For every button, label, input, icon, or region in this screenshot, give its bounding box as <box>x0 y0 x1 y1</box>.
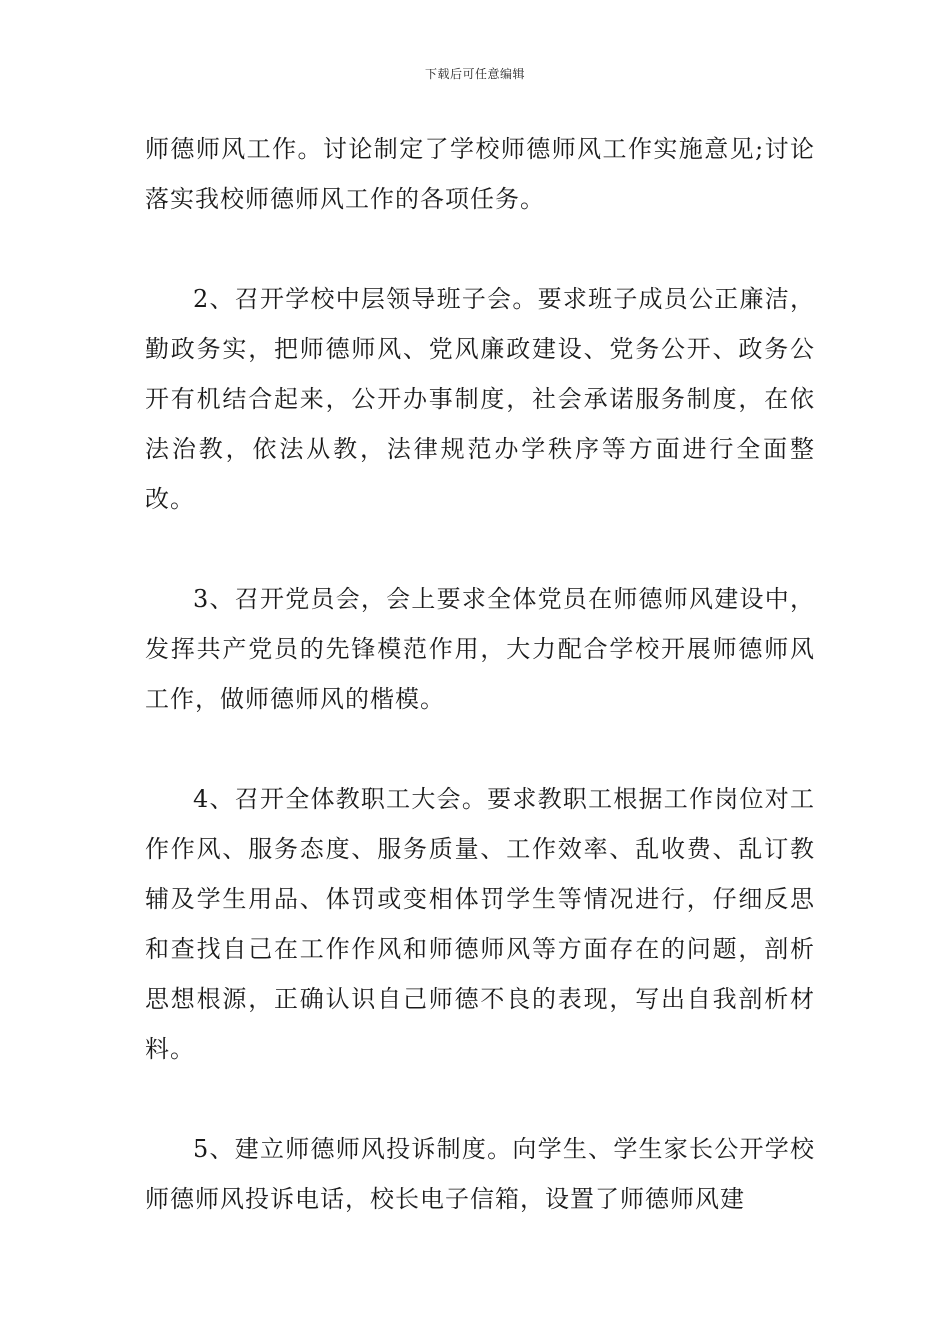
paragraph-item-3: 3、召开党员会，会上要求全体党员在师德师风建设中，发挥共产党员的先锋模范作用，大力配合学校开展师德师风工作，做师德师风的楷模。 <box>145 585 815 713</box>
page-header: 下载后可任意编辑 <box>424 67 525 81</box>
paragraph-item-2: 2、召开学校中层领导班子会。要求班子成员公正廉洁，勤政务实，把师德师风、党风廉政建设、党务公开、政务公开有机结合起来，公开办事制度，社会承诺服务制度，在依法治教，依法从教，法律规范办学秩序等方面进行全面整改。 <box>145 285 815 513</box>
paragraph-item-4: 4、召开全体教职工大会。要求教职工根据工作岗位对工作作风、服务态度、服务质量、工作效率、乱收费、乱订教辅及学生用品、体罚或变相体罚学生等情况进行，仔细反思和查找自己在工作作风和师德师风等方面存在的问题，剖析思想根源，正确认识自己师德不良的表现，写出自我剖析材料。 <box>145 785 815 1063</box>
paragraph-continuation: 师德师风工作。讨论制定了学校师德师风工作实施意见;讨论落实我校师德师风工作的各项任务。 <box>145 135 815 213</box>
document-body <box>145 124 815 1224</box>
paragraph-item-5: 5、建立师德师风投诉制度。向学生、学生家长公开学校师德师风投诉电话，校长电子信箱，设置了师德师风建 <box>145 1135 815 1213</box>
